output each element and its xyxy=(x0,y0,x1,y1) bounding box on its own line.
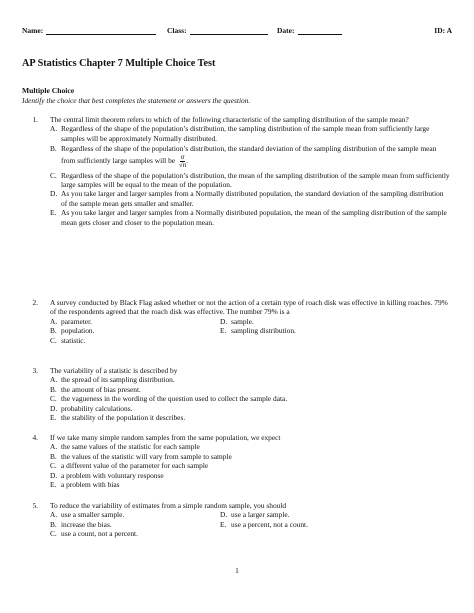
test-header xyxy=(22,26,452,40)
question-3 xyxy=(26,366,450,422)
question-number: 3. xyxy=(32,366,38,375)
name-blank[interactable] xyxy=(46,27,156,35)
option-letter: D. xyxy=(50,189,58,199)
option-text: the stability of the population it describes. xyxy=(61,413,186,423)
option-c[interactable] xyxy=(50,529,220,538)
class-field[interactable] xyxy=(167,26,268,35)
option-letter: E. xyxy=(220,519,227,529)
option-text: use a smaller sample. xyxy=(61,510,125,520)
option-b[interactable] xyxy=(50,452,450,461)
options-right-column xyxy=(220,317,390,345)
option-b[interactable] xyxy=(50,326,220,335)
class-label: Class: xyxy=(167,26,187,35)
option-d[interactable] xyxy=(220,510,390,519)
option-c[interactable] xyxy=(50,171,450,190)
option-letter: D. xyxy=(220,316,228,326)
option-text: the spread of its sampling distribution. xyxy=(61,375,175,385)
question-4 xyxy=(26,433,450,489)
option-letter: D. xyxy=(50,470,58,480)
option-e[interactable] xyxy=(50,208,450,227)
option-d[interactable] xyxy=(50,471,450,480)
option-letter: C. xyxy=(50,461,57,471)
option-d[interactable] xyxy=(50,404,450,413)
question-stem: To reduce the variability of estimates from a simple random sample, you should xyxy=(50,501,287,510)
option-letter: A. xyxy=(50,124,58,134)
option-text: sample. xyxy=(231,316,254,326)
option-letter: B. xyxy=(50,384,57,394)
date-blank[interactable] xyxy=(298,27,342,35)
option-e[interactable] xyxy=(220,326,390,335)
test-id: ID: A xyxy=(434,26,452,35)
formula-numerator: σ xyxy=(180,152,185,161)
option-text: a problem with voluntary response xyxy=(61,470,164,480)
options-left-column xyxy=(50,317,220,345)
option-letter: D. xyxy=(50,403,58,413)
question-5 xyxy=(26,501,450,539)
option-e[interactable] xyxy=(50,480,450,489)
section-instructions: Identify the choice that best completes the statement or answers the question. xyxy=(22,96,251,105)
question-stem: The central limit theorem refers to which of the following characteristic of the sampling distribution of the sample mean? xyxy=(50,115,409,124)
question-stem: If we take many simple random samples from the same population, we expect xyxy=(50,433,281,442)
option-letter: C. xyxy=(50,529,57,539)
option-text: population. xyxy=(61,326,95,336)
option-text: a different value of the parameter for each sample xyxy=(61,461,209,471)
option-a[interactable] xyxy=(50,442,450,451)
option-text: As you take larger and larger samples from a Normally distributed population, the mean of the sampling distribution of the sample mean gets closer and closer to the population mean. xyxy=(61,208,447,227)
option-letter: B. xyxy=(50,144,57,154)
option-text: the amount of bias present. xyxy=(61,384,141,394)
option-text: the values of the statistic will vary from sample to sample xyxy=(61,451,232,461)
option-a[interactable] xyxy=(50,375,450,384)
page-title: AP Statistics Chapter 7 Multiple Choice Test xyxy=(22,58,216,69)
option-letter: C. xyxy=(50,335,57,345)
date-label: Date: xyxy=(277,26,295,35)
question-stem: The variability of a statistic is described by xyxy=(50,366,178,375)
options-grid xyxy=(50,317,450,345)
option-e[interactable] xyxy=(50,413,450,422)
option-a[interactable] xyxy=(50,510,220,519)
option-letter: D. xyxy=(220,510,228,520)
option-letter: B. xyxy=(50,326,57,336)
option-a[interactable] xyxy=(50,317,220,326)
option-letter: B. xyxy=(50,519,57,529)
options-right-column xyxy=(220,510,390,538)
options-grid xyxy=(50,510,450,538)
option-text: use a larger sample. xyxy=(231,510,290,520)
option-letter: B. xyxy=(50,451,57,461)
option-d[interactable] xyxy=(50,189,450,208)
option-c[interactable] xyxy=(50,336,220,345)
option-a[interactable] xyxy=(50,124,450,143)
options-left-column xyxy=(50,510,220,538)
option-text: the vagueness in the wording of the question used to collect the sample data. xyxy=(61,394,288,404)
option-b[interactable] xyxy=(50,144,450,168)
option-text: the same values of the statistic for each sample xyxy=(61,442,200,452)
option-letter: C. xyxy=(50,394,57,404)
option-letter: A. xyxy=(50,510,58,520)
option-text: probability calculations. xyxy=(61,403,133,413)
option-letter: C. xyxy=(50,170,57,180)
option-text: statistic. xyxy=(61,335,86,345)
question-number: 2. xyxy=(32,298,38,307)
page-number: 1 xyxy=(235,566,239,575)
option-b[interactable] xyxy=(50,385,450,394)
option-letter: A. xyxy=(50,375,58,385)
option-text: increase the bias. xyxy=(61,519,112,529)
option-c[interactable] xyxy=(50,394,450,403)
option-c[interactable] xyxy=(50,461,450,470)
option-text: sampling distribution. xyxy=(231,326,296,336)
option-letter: E. xyxy=(50,480,57,490)
option-text: Regardless of the shape of the population’s distribution, the mean of the sampling distribution of the sample mean from sufficiently large samples will be equal to the mean of the population. xyxy=(61,170,450,190)
section-title: Multiple Choice xyxy=(22,86,75,95)
date-field[interactable] xyxy=(277,26,342,35)
option-letter: A. xyxy=(50,442,58,452)
question-stem: A survey conducted by Black Flag asked whether or not the action of a certain type of roach disk was effective in killing roaches. 79% of the respondents agreed that the roach disk was effective. The number 79% is a xyxy=(50,298,448,317)
question-number: 5. xyxy=(32,501,38,510)
class-blank[interactable] xyxy=(190,27,268,35)
option-e[interactable] xyxy=(220,520,390,529)
question-1 xyxy=(26,115,450,227)
question-number: 1. xyxy=(32,115,38,124)
option-text: As you take larger and larger samples from a Normally distributed population, the standard deviation of the sampling distribution of the sample mean gets smaller and smaller. xyxy=(61,189,444,208)
option-letter: E. xyxy=(50,208,57,218)
option-b[interactable] xyxy=(50,520,220,529)
option-text: Regardless of the shape of the population’s distribution, the sampling distribution of the sample mean from sufficiently large samples will be approximately Normally distributed. xyxy=(61,124,430,143)
option-text: parameter. xyxy=(61,316,92,326)
option-text: use a count, not a percent. xyxy=(61,529,138,539)
option-letter: E. xyxy=(50,413,57,423)
option-d[interactable] xyxy=(220,317,390,326)
option-text: a problem with bias xyxy=(61,480,120,490)
name-field[interactable] xyxy=(22,26,156,35)
question-number: 4. xyxy=(32,433,38,442)
option-letter: A. xyxy=(50,316,58,326)
option-suffix: . xyxy=(186,155,189,165)
name-label: Name: xyxy=(22,26,44,35)
option-text: Regardless of the shape of the population’s distribution, the standard deviation of the sampling distribution of the sample mean from sufficiently large samples will be xyxy=(61,144,437,165)
formula-denominator: √n xyxy=(178,160,187,169)
option-letter: E. xyxy=(220,326,227,336)
option-text: use a percent, not a count. xyxy=(231,519,308,529)
question-2 xyxy=(26,298,450,345)
